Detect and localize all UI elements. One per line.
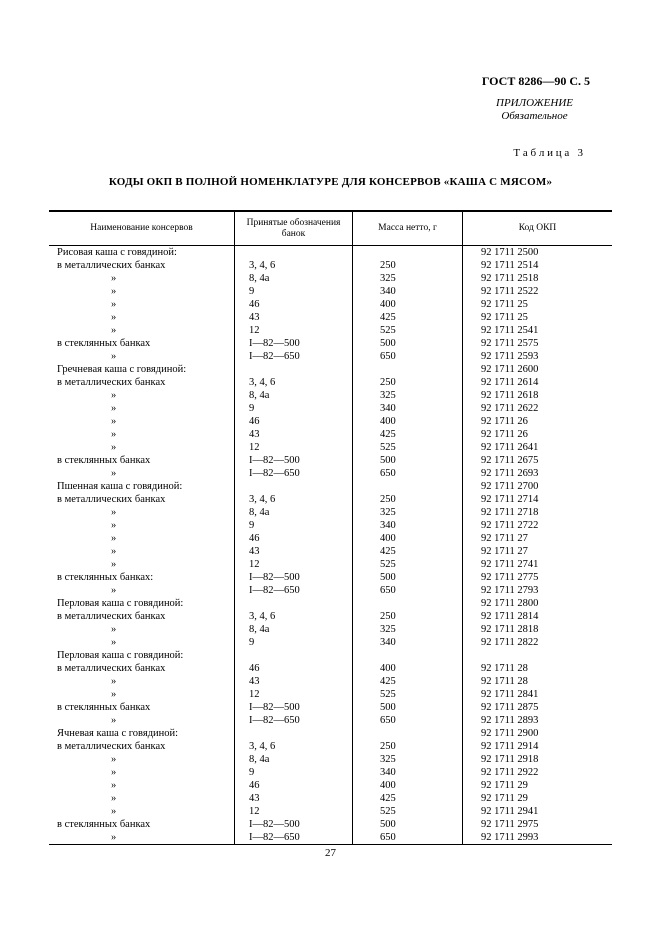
cell-net-mass: 250 bbox=[352, 376, 462, 389]
cell-jar-designation: 46 bbox=[234, 532, 352, 545]
cell-product-name: » bbox=[111, 468, 117, 479]
cell-jar-designation: I—82—500 bbox=[234, 454, 352, 467]
cell-okp-code: 92 1711 2793 bbox=[462, 584, 612, 597]
cell-product-name: » bbox=[111, 624, 117, 635]
table-row bbox=[49, 467, 612, 480]
cell-jar-designation: 3, 4, 6 bbox=[234, 259, 352, 272]
cell-okp-code: 92 1711 2818 bbox=[462, 623, 612, 636]
cell-product-name: в стеклянных банках bbox=[57, 819, 151, 830]
cell-jar-designation: 8, 4а bbox=[234, 272, 352, 285]
cell-okp-code: 92 1711 2593 bbox=[462, 350, 612, 363]
cell-okp-code: 92 1711 25 bbox=[462, 298, 612, 311]
column-header-okp-code: Код ОКП bbox=[462, 212, 612, 245]
cell-okp-code: 92 1711 2700 bbox=[462, 480, 612, 493]
cell-okp-code: 92 1711 2541 bbox=[462, 324, 612, 337]
cell-net-mass: 525 bbox=[352, 805, 462, 818]
table-row bbox=[49, 428, 612, 441]
cell-jar-designation: I—82—650 bbox=[234, 350, 352, 363]
column-header-name: Наименование консервов bbox=[90, 223, 193, 233]
cell-net-mass bbox=[352, 246, 462, 259]
cell-okp-code: 92 1711 2600 bbox=[462, 363, 612, 376]
table-row bbox=[49, 662, 612, 675]
cell-jar-designation: I—82—500 bbox=[234, 701, 352, 714]
table-row bbox=[49, 831, 612, 844]
cell-product-name: в металлических банках bbox=[57, 260, 166, 271]
cell-product-name: » bbox=[111, 832, 117, 843]
cell-net-mass: 250 bbox=[352, 740, 462, 753]
cell-net-mass: 525 bbox=[352, 688, 462, 701]
cell-net-mass: 425 bbox=[352, 311, 462, 324]
table-row bbox=[49, 610, 612, 623]
table-row bbox=[49, 246, 612, 259]
cell-product-name: в стеклянных банках bbox=[57, 338, 151, 349]
cell-jar-designation: 9 bbox=[234, 519, 352, 532]
cell-net-mass: 650 bbox=[352, 714, 462, 727]
cell-okp-code: 92 1711 2500 bbox=[462, 246, 612, 259]
cell-net-mass: 340 bbox=[352, 519, 462, 532]
cell-okp-code: 92 1711 2693 bbox=[462, 467, 612, 480]
cell-jar-designation: 9 bbox=[234, 285, 352, 298]
cell-product-name: » bbox=[111, 637, 117, 648]
cell-net-mass: 250 bbox=[352, 493, 462, 506]
cell-jar-designation: 3, 4, 6 bbox=[234, 376, 352, 389]
table-row bbox=[49, 701, 612, 714]
annex-label bbox=[496, 97, 573, 123]
cell-net-mass: 525 bbox=[352, 558, 462, 571]
cell-jar-designation: 12 bbox=[234, 324, 352, 337]
table-row bbox=[49, 688, 612, 701]
cell-product-name: » bbox=[111, 429, 117, 440]
cell-product-name: » bbox=[111, 754, 117, 765]
cell-net-mass: 400 bbox=[352, 298, 462, 311]
cell-product-name: в металлических банках bbox=[57, 377, 166, 388]
cell-product-name: Перловая каша с говядиной: bbox=[57, 650, 184, 661]
table-row bbox=[49, 350, 612, 363]
table-row bbox=[49, 623, 612, 636]
document-title: КОДЫ ОКП В ПОЛНОЙ НОМЕНКЛАТУРЕ ДЛЯ КОНСЕРВОВ «КАША С МЯСОМ» bbox=[108, 176, 553, 188]
cell-okp-code: 92 1711 2775 bbox=[462, 571, 612, 584]
cell-okp-code: 92 1711 2522 bbox=[462, 285, 612, 298]
cell-okp-code: 92 1711 27 bbox=[462, 545, 612, 558]
table-row bbox=[49, 298, 612, 311]
cell-okp-code: 92 1711 2741 bbox=[462, 558, 612, 571]
cell-okp-code: 92 1711 2622 bbox=[462, 402, 612, 415]
cell-jar-designation bbox=[234, 246, 352, 259]
cell-product-name: в металлических банках bbox=[57, 663, 166, 674]
cell-product-name: в металлических банках bbox=[57, 741, 166, 752]
cell-net-mass: 425 bbox=[352, 545, 462, 558]
cell-product-name: » bbox=[111, 520, 117, 531]
cell-product-name: » bbox=[111, 585, 117, 596]
cell-product-name: » bbox=[111, 299, 117, 310]
table-row bbox=[49, 402, 612, 415]
cell-product-name: » bbox=[111, 780, 117, 791]
cell-net-mass: 400 bbox=[352, 532, 462, 545]
cell-jar-designation: I—82—650 bbox=[234, 584, 352, 597]
cell-jar-designation: 12 bbox=[234, 558, 352, 571]
cell-net-mass: 500 bbox=[352, 701, 462, 714]
cell-product-name: » bbox=[111, 390, 117, 401]
cell-jar-designation: 3, 4, 6 bbox=[234, 740, 352, 753]
cell-okp-code: 92 1711 25 bbox=[462, 311, 612, 324]
cell-okp-code: 92 1711 26 bbox=[462, 415, 612, 428]
cell-product-name: » bbox=[111, 689, 117, 700]
cell-jar-designation: 3, 4, 6 bbox=[234, 493, 352, 506]
cell-jar-designation: I—82—650 bbox=[234, 831, 352, 844]
table-row bbox=[49, 597, 612, 610]
cell-okp-code: 92 1711 2941 bbox=[462, 805, 612, 818]
cell-okp-code bbox=[462, 649, 612, 662]
cell-jar-designation: 9 bbox=[234, 636, 352, 649]
annex-subtitle: Обязательное bbox=[501, 110, 568, 122]
cell-okp-code: 92 1711 27 bbox=[462, 532, 612, 545]
table-row bbox=[49, 805, 612, 818]
cell-jar-designation: 43 bbox=[234, 792, 352, 805]
table-row bbox=[49, 337, 612, 350]
cell-jar-designation: 46 bbox=[234, 415, 352, 428]
cell-okp-code: 92 1711 2800 bbox=[462, 597, 612, 610]
cell-net-mass: 400 bbox=[352, 779, 462, 792]
cell-jar-designation: 8, 4а bbox=[234, 389, 352, 402]
cell-product-name: » bbox=[111, 273, 117, 284]
table-row bbox=[49, 818, 612, 831]
cell-product-name: » bbox=[111, 676, 117, 687]
cell-product-name: в металлических банках bbox=[57, 494, 166, 505]
cell-net-mass: 425 bbox=[352, 792, 462, 805]
column-header-jar-designation: Принятые обозначения банок bbox=[234, 212, 352, 245]
table-row bbox=[49, 571, 612, 584]
cell-jar-designation: 43 bbox=[234, 311, 352, 324]
cell-net-mass: 500 bbox=[352, 571, 462, 584]
cell-jar-designation bbox=[234, 649, 352, 662]
table-row bbox=[49, 792, 612, 805]
cell-okp-code: 92 1711 26 bbox=[462, 428, 612, 441]
cell-okp-code: 92 1711 2914 bbox=[462, 740, 612, 753]
table-row bbox=[49, 584, 612, 597]
cell-product-name: Рисовая каша с говядиной: bbox=[57, 247, 177, 258]
table-number-label: Т а б л и ц а 3 bbox=[513, 147, 583, 159]
cell-net-mass bbox=[352, 727, 462, 740]
cell-jar-designation: 46 bbox=[234, 779, 352, 792]
cell-product-name: Пшенная каша с говядиной: bbox=[57, 481, 183, 492]
cell-net-mass bbox=[352, 597, 462, 610]
table-row bbox=[49, 363, 612, 376]
cell-product-name: » bbox=[111, 351, 117, 362]
cell-net-mass: 650 bbox=[352, 831, 462, 844]
table-row bbox=[49, 493, 612, 506]
cell-product-name: » bbox=[111, 559, 117, 570]
cell-product-name: Ячневая каша с говядиной: bbox=[57, 728, 179, 739]
cell-net-mass: 400 bbox=[352, 662, 462, 675]
cell-net-mass: 325 bbox=[352, 506, 462, 519]
cell-okp-code: 92 1711 2514 bbox=[462, 259, 612, 272]
cell-product-name: » bbox=[111, 806, 117, 817]
cell-jar-designation: I—82—500 bbox=[234, 571, 352, 584]
cell-net-mass: 500 bbox=[352, 337, 462, 350]
cell-net-mass: 500 bbox=[352, 818, 462, 831]
cell-product-name: » bbox=[111, 286, 117, 297]
cell-jar-designation: I—82—650 bbox=[234, 467, 352, 480]
cell-jar-designation: I—82—650 bbox=[234, 714, 352, 727]
cell-net-mass: 340 bbox=[352, 766, 462, 779]
cell-product-name: » bbox=[111, 416, 117, 427]
cell-net-mass: 340 bbox=[352, 402, 462, 415]
cell-product-name: Перловая каша с говядиной: bbox=[57, 598, 184, 609]
cell-net-mass: 525 bbox=[352, 441, 462, 454]
table-row bbox=[49, 740, 612, 753]
cell-net-mass: 250 bbox=[352, 259, 462, 272]
table-row bbox=[49, 311, 612, 324]
table-row bbox=[49, 389, 612, 402]
table-row bbox=[49, 779, 612, 792]
cell-okp-code: 92 1711 2714 bbox=[462, 493, 612, 506]
table-header-row bbox=[49, 212, 612, 246]
cell-jar-designation: 9 bbox=[234, 402, 352, 415]
gost-standard-number: ГОСТ 8286—90 С. 5 bbox=[481, 74, 590, 88]
cell-product-name: » bbox=[111, 533, 117, 544]
cell-jar-designation bbox=[234, 597, 352, 610]
cell-jar-designation: 12 bbox=[234, 441, 352, 454]
column-header-net-mass: Масса нетто, г bbox=[352, 212, 462, 245]
cell-net-mass bbox=[352, 363, 462, 376]
cell-net-mass: 250 bbox=[352, 610, 462, 623]
cell-product-name: в металлических банках bbox=[57, 611, 166, 622]
cell-okp-code: 92 1711 29 bbox=[462, 779, 612, 792]
cell-okp-code: 92 1711 2875 bbox=[462, 701, 612, 714]
table-row bbox=[49, 766, 612, 779]
table-row bbox=[49, 506, 612, 519]
cell-product-name: » bbox=[111, 793, 117, 804]
cell-okp-code: 92 1711 2922 bbox=[462, 766, 612, 779]
cell-okp-code: 92 1711 2993 bbox=[462, 831, 612, 844]
cell-jar-designation: I—82—500 bbox=[234, 818, 352, 831]
cell-net-mass: 650 bbox=[352, 350, 462, 363]
cell-product-name: в стеклянных банках bbox=[57, 455, 151, 466]
table-row bbox=[49, 480, 612, 493]
cell-jar-designation bbox=[234, 480, 352, 493]
cell-product-name: » bbox=[111, 312, 117, 323]
cell-okp-code: 92 1711 2641 bbox=[462, 441, 612, 454]
cell-jar-designation: 8, 4а bbox=[234, 753, 352, 766]
cell-jar-designation: 12 bbox=[234, 805, 352, 818]
cell-okp-code: 92 1711 2722 bbox=[462, 519, 612, 532]
cell-net-mass: 340 bbox=[352, 636, 462, 649]
cell-jar-designation: 8, 4а bbox=[234, 506, 352, 519]
table-row bbox=[49, 649, 612, 662]
cell-product-name: » bbox=[111, 546, 117, 557]
cell-net-mass: 325 bbox=[352, 389, 462, 402]
table-row bbox=[49, 675, 612, 688]
cell-okp-code: 92 1711 2814 bbox=[462, 610, 612, 623]
cell-okp-code: 92 1711 29 bbox=[462, 792, 612, 805]
cell-okp-code: 92 1711 2918 bbox=[462, 753, 612, 766]
cell-okp-code: 92 1711 2822 bbox=[462, 636, 612, 649]
cell-product-name: в стеклянных банках: bbox=[57, 572, 154, 583]
table-row bbox=[49, 285, 612, 298]
cell-net-mass: 340 bbox=[352, 285, 462, 298]
cell-net-mass bbox=[352, 480, 462, 493]
table-row bbox=[49, 415, 612, 428]
cell-jar-designation: 46 bbox=[234, 662, 352, 675]
cell-net-mass bbox=[352, 649, 462, 662]
cell-okp-code: 92 1711 2900 bbox=[462, 727, 612, 740]
cell-product-name: » bbox=[111, 442, 117, 453]
cell-net-mass: 400 bbox=[352, 415, 462, 428]
table-row bbox=[49, 324, 612, 337]
cell-jar-designation: 43 bbox=[234, 428, 352, 441]
table-row bbox=[49, 558, 612, 571]
page-number: 27 bbox=[325, 847, 336, 859]
cell-jar-designation bbox=[234, 727, 352, 740]
cell-okp-code: 92 1711 2575 bbox=[462, 337, 612, 350]
table-row bbox=[49, 727, 612, 740]
table-row bbox=[49, 636, 612, 649]
table-row bbox=[49, 259, 612, 272]
cell-okp-code: 92 1711 28 bbox=[462, 662, 612, 675]
cell-okp-code: 92 1711 2893 bbox=[462, 714, 612, 727]
cell-net-mass: 650 bbox=[352, 584, 462, 597]
table-row bbox=[49, 376, 612, 389]
cell-net-mass: 525 bbox=[352, 324, 462, 337]
cell-jar-designation: 3, 4, 6 bbox=[234, 610, 352, 623]
cell-jar-designation: 43 bbox=[234, 675, 352, 688]
cell-product-name: » bbox=[111, 715, 117, 726]
cell-net-mass: 325 bbox=[352, 272, 462, 285]
cell-product-name: » bbox=[111, 507, 117, 518]
okp-codes-table bbox=[49, 210, 612, 845]
cell-net-mass: 425 bbox=[352, 428, 462, 441]
table-row bbox=[49, 532, 612, 545]
cell-okp-code: 92 1711 2618 bbox=[462, 389, 612, 402]
cell-net-mass: 650 bbox=[352, 467, 462, 480]
cell-product-name: Гречневая каша с говядиной: bbox=[57, 364, 187, 375]
cell-jar-designation: 46 bbox=[234, 298, 352, 311]
cell-jar-designation: 9 bbox=[234, 766, 352, 779]
cell-product-name: » bbox=[111, 403, 117, 414]
cell-jar-designation: 8, 4а bbox=[234, 623, 352, 636]
table-row bbox=[49, 272, 612, 285]
cell-jar-designation: I—82—500 bbox=[234, 337, 352, 350]
cell-okp-code: 92 1711 2718 bbox=[462, 506, 612, 519]
cell-okp-code: 92 1711 2614 bbox=[462, 376, 612, 389]
cell-net-mass: 325 bbox=[352, 623, 462, 636]
table-body bbox=[49, 246, 612, 844]
table-row bbox=[49, 519, 612, 532]
table-row bbox=[49, 545, 612, 558]
cell-okp-code: 92 1711 2518 bbox=[462, 272, 612, 285]
table-row bbox=[49, 753, 612, 766]
cell-net-mass: 425 bbox=[352, 675, 462, 688]
cell-okp-code: 92 1711 2675 bbox=[462, 454, 612, 467]
cell-net-mass: 500 bbox=[352, 454, 462, 467]
table-row bbox=[49, 714, 612, 727]
cell-okp-code: 92 1711 2841 bbox=[462, 688, 612, 701]
cell-jar-designation bbox=[234, 363, 352, 376]
table-row bbox=[49, 454, 612, 467]
cell-product-name: в стеклянных банках bbox=[57, 702, 151, 713]
cell-product-name: » bbox=[111, 325, 117, 336]
table-row bbox=[49, 441, 612, 454]
cell-net-mass: 325 bbox=[352, 753, 462, 766]
cell-okp-code: 92 1711 28 bbox=[462, 675, 612, 688]
cell-okp-code: 92 1711 2975 bbox=[462, 818, 612, 831]
annex-title: ПРИЛОЖЕНИЕ bbox=[496, 97, 573, 109]
cell-jar-designation: 12 bbox=[234, 688, 352, 701]
cell-jar-designation: 43 bbox=[234, 545, 352, 558]
cell-product-name: » bbox=[111, 767, 117, 778]
